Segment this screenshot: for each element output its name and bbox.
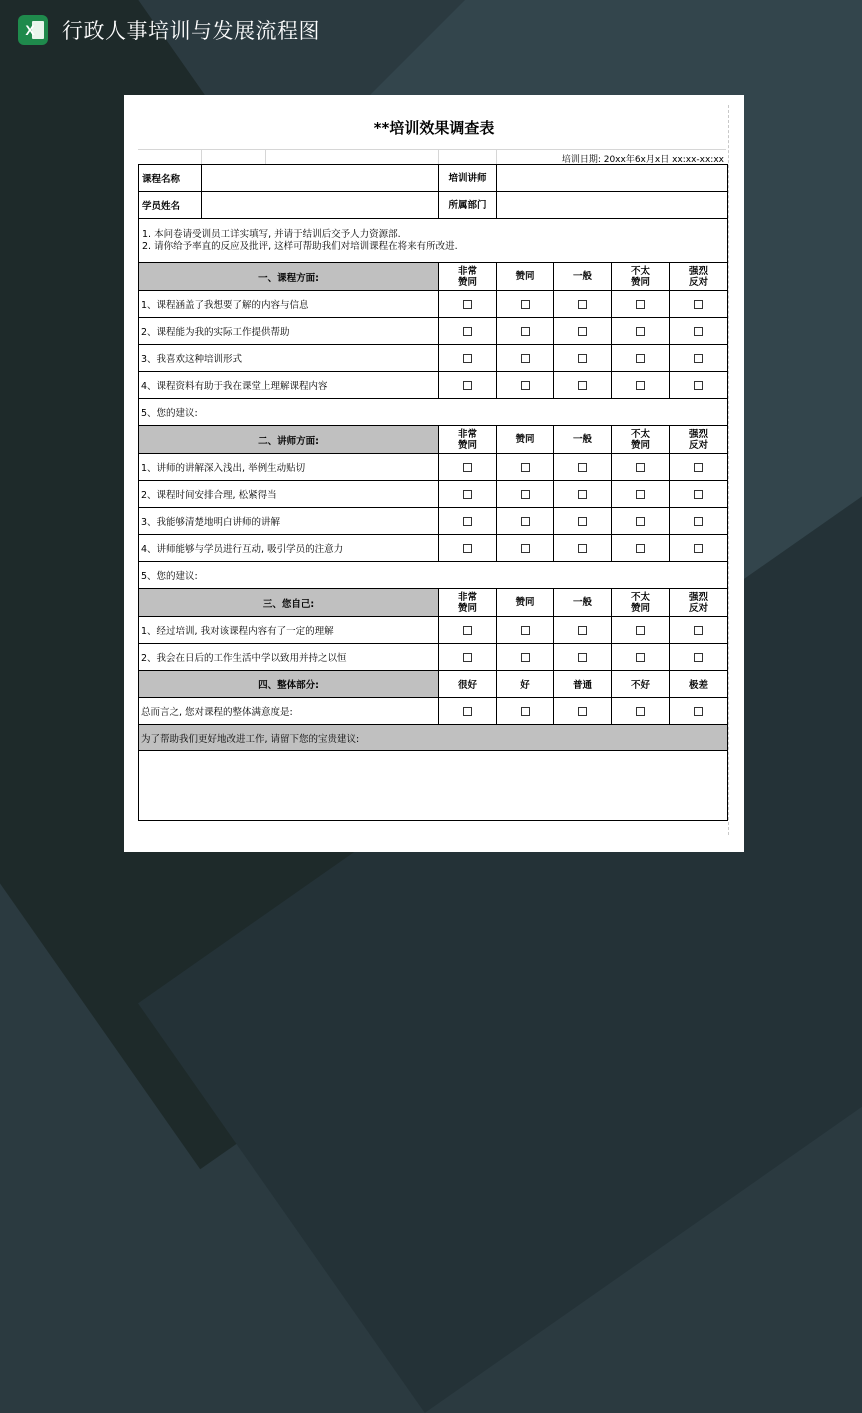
rating-header-text: 反对 xyxy=(688,602,708,614)
rating-header xyxy=(554,426,612,454)
rating-cell xyxy=(554,318,612,345)
student-name-label: 学员姓名 xyxy=(139,192,202,219)
checkbox[interactable] xyxy=(636,517,645,526)
checkbox[interactable] xyxy=(463,707,472,716)
spreadsheet-page xyxy=(124,95,744,852)
training-date: 培训日期: 20xx年6x月x日 xx:xx-xx:xx xyxy=(561,155,724,165)
rating-header xyxy=(612,589,670,617)
rating-cell xyxy=(439,644,497,671)
rating-cell xyxy=(670,291,728,318)
checkbox[interactable] xyxy=(636,354,645,363)
checkbox[interactable] xyxy=(521,544,530,553)
trainer-label: 培训讲师 xyxy=(439,165,497,192)
overall-option: 很好 xyxy=(439,671,497,698)
rating-cell xyxy=(497,318,554,345)
checkbox[interactable] xyxy=(636,653,645,662)
section-header: 四、整体部分: xyxy=(139,671,439,698)
rating-header-text: 强烈 xyxy=(688,265,708,277)
checkbox[interactable] xyxy=(694,490,703,499)
rating-header xyxy=(497,263,554,291)
overall-option: 不好 xyxy=(612,671,670,698)
rating-cell xyxy=(439,291,497,318)
rating-header-text: 反对 xyxy=(688,276,708,288)
rating-cell xyxy=(670,318,728,345)
checkbox[interactable] xyxy=(636,381,645,390)
checkbox[interactable] xyxy=(578,626,587,635)
rating-cell xyxy=(497,345,554,372)
checkbox[interactable] xyxy=(521,626,530,635)
trainer-field[interactable] xyxy=(497,165,728,192)
checkbox[interactable] xyxy=(521,707,530,716)
rating-cell xyxy=(497,617,554,644)
instructions xyxy=(139,219,728,263)
rating-cell xyxy=(670,481,728,508)
checkbox[interactable] xyxy=(578,490,587,499)
rating-cell xyxy=(612,372,670,399)
rating-header-text: 赞同 xyxy=(515,597,535,608)
instruction-1: 1. 本问卷请受训员工详实填写, 并请于结训后交予人力资源部. xyxy=(142,228,401,240)
rating-header-text: 不太 xyxy=(630,265,650,277)
rating-cell xyxy=(439,508,497,535)
rating-header xyxy=(670,426,728,454)
rating-cell xyxy=(554,508,612,535)
department-label: 所属部门 xyxy=(439,192,497,219)
checkbox[interactable] xyxy=(578,517,587,526)
rating-cell xyxy=(612,345,670,372)
checkbox[interactable] xyxy=(694,707,703,716)
checkbox[interactable] xyxy=(694,354,703,363)
page-break-line xyxy=(728,105,729,835)
rating-header-text: 赞同 xyxy=(457,276,477,288)
rating-cell xyxy=(554,535,612,562)
excel-icon: X xyxy=(18,15,48,45)
question: 1、经过培训, 我对该课程内容有了一定的理解 xyxy=(139,617,439,644)
rating-header xyxy=(497,589,554,617)
rating-cell xyxy=(612,454,670,481)
rating-header-text: 赞同 xyxy=(515,271,535,282)
rating-header-text: 一般 xyxy=(572,271,592,282)
checkbox[interactable] xyxy=(636,626,645,635)
checkbox[interactable] xyxy=(521,653,530,662)
checkbox[interactable] xyxy=(694,544,703,553)
checkbox[interactable] xyxy=(636,463,645,472)
rating-cell xyxy=(497,481,554,508)
rating-cell xyxy=(670,535,728,562)
rating-cell xyxy=(554,644,612,671)
checkbox[interactable] xyxy=(694,300,703,309)
rating-cell xyxy=(497,698,554,725)
checkbox[interactable] xyxy=(521,517,530,526)
checkbox[interactable] xyxy=(694,653,703,662)
checkbox[interactable] xyxy=(636,707,645,716)
checkbox[interactable] xyxy=(463,490,472,499)
rating-cell xyxy=(439,372,497,399)
checkbox[interactable] xyxy=(463,626,472,635)
rating-cell xyxy=(554,291,612,318)
title-bar xyxy=(18,12,320,48)
rating-header-text: 不太 xyxy=(630,591,650,603)
rating-header-text: 赞同 xyxy=(630,276,650,288)
rating-cell xyxy=(497,644,554,671)
rating-header-text: 赞同 xyxy=(457,439,477,451)
rating-cell xyxy=(670,454,728,481)
rating-cell xyxy=(612,535,670,562)
overall-option: 普通 xyxy=(554,671,612,698)
checkbox[interactable] xyxy=(578,327,587,336)
checkbox[interactable] xyxy=(636,490,645,499)
question: 总而言之, 您对课程的整体满意度是: xyxy=(139,698,439,725)
course-name-label: 课程名称 xyxy=(139,165,202,192)
rating-cell xyxy=(670,372,728,399)
checkbox[interactable] xyxy=(694,381,703,390)
checkbox[interactable] xyxy=(578,354,587,363)
overall-option: 好 xyxy=(497,671,554,698)
rating-cell xyxy=(497,291,554,318)
rating-header xyxy=(670,263,728,291)
rating-cell xyxy=(497,454,554,481)
checkbox[interactable] xyxy=(578,300,587,309)
rating-cell xyxy=(612,291,670,318)
section-header: 二、讲师方面: xyxy=(139,426,439,454)
question: 1、讲师的讲解深入浅出, 举例生动贴切 xyxy=(139,454,439,481)
rating-cell xyxy=(439,345,497,372)
rating-cell xyxy=(612,481,670,508)
checkbox[interactable] xyxy=(578,653,587,662)
app-title: 行政人事培训与发展流程图 xyxy=(62,19,320,43)
rating-header-text: 赞同 xyxy=(515,434,535,445)
checkbox[interactable] xyxy=(521,327,530,336)
checkbox[interactable] xyxy=(463,354,472,363)
rating-cell xyxy=(612,617,670,644)
rating-cell xyxy=(439,481,497,508)
rating-cell xyxy=(670,698,728,725)
checkbox[interactable] xyxy=(578,463,587,472)
rating-cell xyxy=(439,535,497,562)
overall-option: 极差 xyxy=(670,671,728,698)
rating-header-text: 赞同 xyxy=(630,602,650,614)
department-field[interactable] xyxy=(497,192,728,219)
rating-header-text: 一般 xyxy=(572,434,592,445)
checkbox[interactable] xyxy=(694,517,703,526)
rating-header xyxy=(497,426,554,454)
rating-header xyxy=(439,589,497,617)
question: 2、我会在日后的工作生活中学以致用并持之以恒 xyxy=(139,644,439,671)
rating-header xyxy=(554,263,612,291)
checkbox[interactable] xyxy=(636,544,645,553)
rating-header xyxy=(439,426,497,454)
checkbox[interactable] xyxy=(636,327,645,336)
rating-cell xyxy=(439,617,497,644)
rating-cell xyxy=(554,454,612,481)
rating-cell xyxy=(554,481,612,508)
rating-header-text: 赞同 xyxy=(457,602,477,614)
rating-cell xyxy=(612,698,670,725)
question: 2、课程时间安排合理, 松紧得当 xyxy=(139,481,439,508)
rating-header-text: 非常 xyxy=(457,591,477,603)
rating-cell xyxy=(497,508,554,535)
section-header: 三、您自己: xyxy=(139,589,439,617)
checkbox[interactable] xyxy=(694,327,703,336)
question: 2、课程能为我的实际工作提供帮助 xyxy=(139,318,439,345)
rating-header xyxy=(612,426,670,454)
rating-cell xyxy=(612,644,670,671)
question: 4、讲师能够与学员进行互动, 吸引学员的注意力 xyxy=(139,535,439,562)
sheet-title: **培训效果调查表 xyxy=(373,119,495,137)
suggestion-row[interactable]: 5、您的建议: xyxy=(139,399,728,426)
course-name-field[interactable] xyxy=(202,165,439,192)
checkbox[interactable] xyxy=(463,544,472,553)
question: 3、我能够清楚地明白讲师的讲解 xyxy=(139,508,439,535)
rating-header-text: 一般 xyxy=(572,597,592,608)
rating-cell xyxy=(497,535,554,562)
rating-header-text: 反对 xyxy=(688,439,708,451)
checkbox[interactable] xyxy=(521,300,530,309)
rating-cell xyxy=(670,617,728,644)
checkbox[interactable] xyxy=(463,327,472,336)
rating-cell xyxy=(554,698,612,725)
checkbox[interactable] xyxy=(463,653,472,662)
rating-header-text: 非常 xyxy=(457,265,477,277)
rating-header xyxy=(554,589,612,617)
checkbox[interactable] xyxy=(463,300,472,309)
rating-header-text: 强烈 xyxy=(688,428,708,440)
question: 1、课程涵盖了我想要了解的内容与信息 xyxy=(139,291,439,318)
instruction-2: 2. 请你给予率直的反应及批评, 这样可帮助我们对培训课程在将来有所改进. xyxy=(142,240,458,252)
rating-cell xyxy=(439,698,497,725)
rating-cell xyxy=(670,345,728,372)
rating-header-text: 不太 xyxy=(630,428,650,440)
checkbox[interactable] xyxy=(463,517,472,526)
rating-header-text: 强烈 xyxy=(688,591,708,603)
rating-header-text: 赞同 xyxy=(630,439,650,451)
section-header: 一、课程方面: xyxy=(139,263,439,291)
rating-cell xyxy=(670,508,728,535)
rating-cell xyxy=(612,318,670,345)
suggestion-row[interactable]: 5、您的建议: xyxy=(139,562,728,589)
rating-cell xyxy=(554,617,612,644)
checkbox[interactable] xyxy=(521,381,530,390)
checkbox[interactable] xyxy=(694,463,703,472)
closing-prompt: 为了帮助我们更好地改进工作, 请留下您的宝贵建议: xyxy=(139,725,728,751)
checkbox[interactable] xyxy=(578,544,587,553)
rating-cell xyxy=(439,318,497,345)
rating-cell xyxy=(554,372,612,399)
question: 3、我喜欢这种培训形式 xyxy=(139,345,439,372)
checkbox[interactable] xyxy=(521,463,530,472)
checkbox[interactable] xyxy=(463,381,472,390)
suggestion-area[interactable] xyxy=(139,751,728,821)
rating-header xyxy=(670,589,728,617)
checkbox[interactable] xyxy=(521,490,530,499)
rating-header xyxy=(612,263,670,291)
checkbox[interactable] xyxy=(578,707,587,716)
question: 4、课程资料有助于我在课堂上理解课程内容 xyxy=(139,372,439,399)
checkbox[interactable] xyxy=(694,626,703,635)
rating-cell xyxy=(554,345,612,372)
checkbox[interactable] xyxy=(521,354,530,363)
date-row xyxy=(138,149,726,164)
checkbox[interactable] xyxy=(463,463,472,472)
student-name-field[interactable] xyxy=(202,192,439,219)
rating-header-text: 非常 xyxy=(457,428,477,440)
rating-cell xyxy=(670,644,728,671)
checkbox[interactable] xyxy=(636,300,645,309)
rating-cell xyxy=(497,372,554,399)
rating-header xyxy=(439,263,497,291)
rating-cell xyxy=(439,454,497,481)
rating-cell xyxy=(612,508,670,535)
checkbox[interactable] xyxy=(578,381,587,390)
survey-table xyxy=(138,164,728,821)
